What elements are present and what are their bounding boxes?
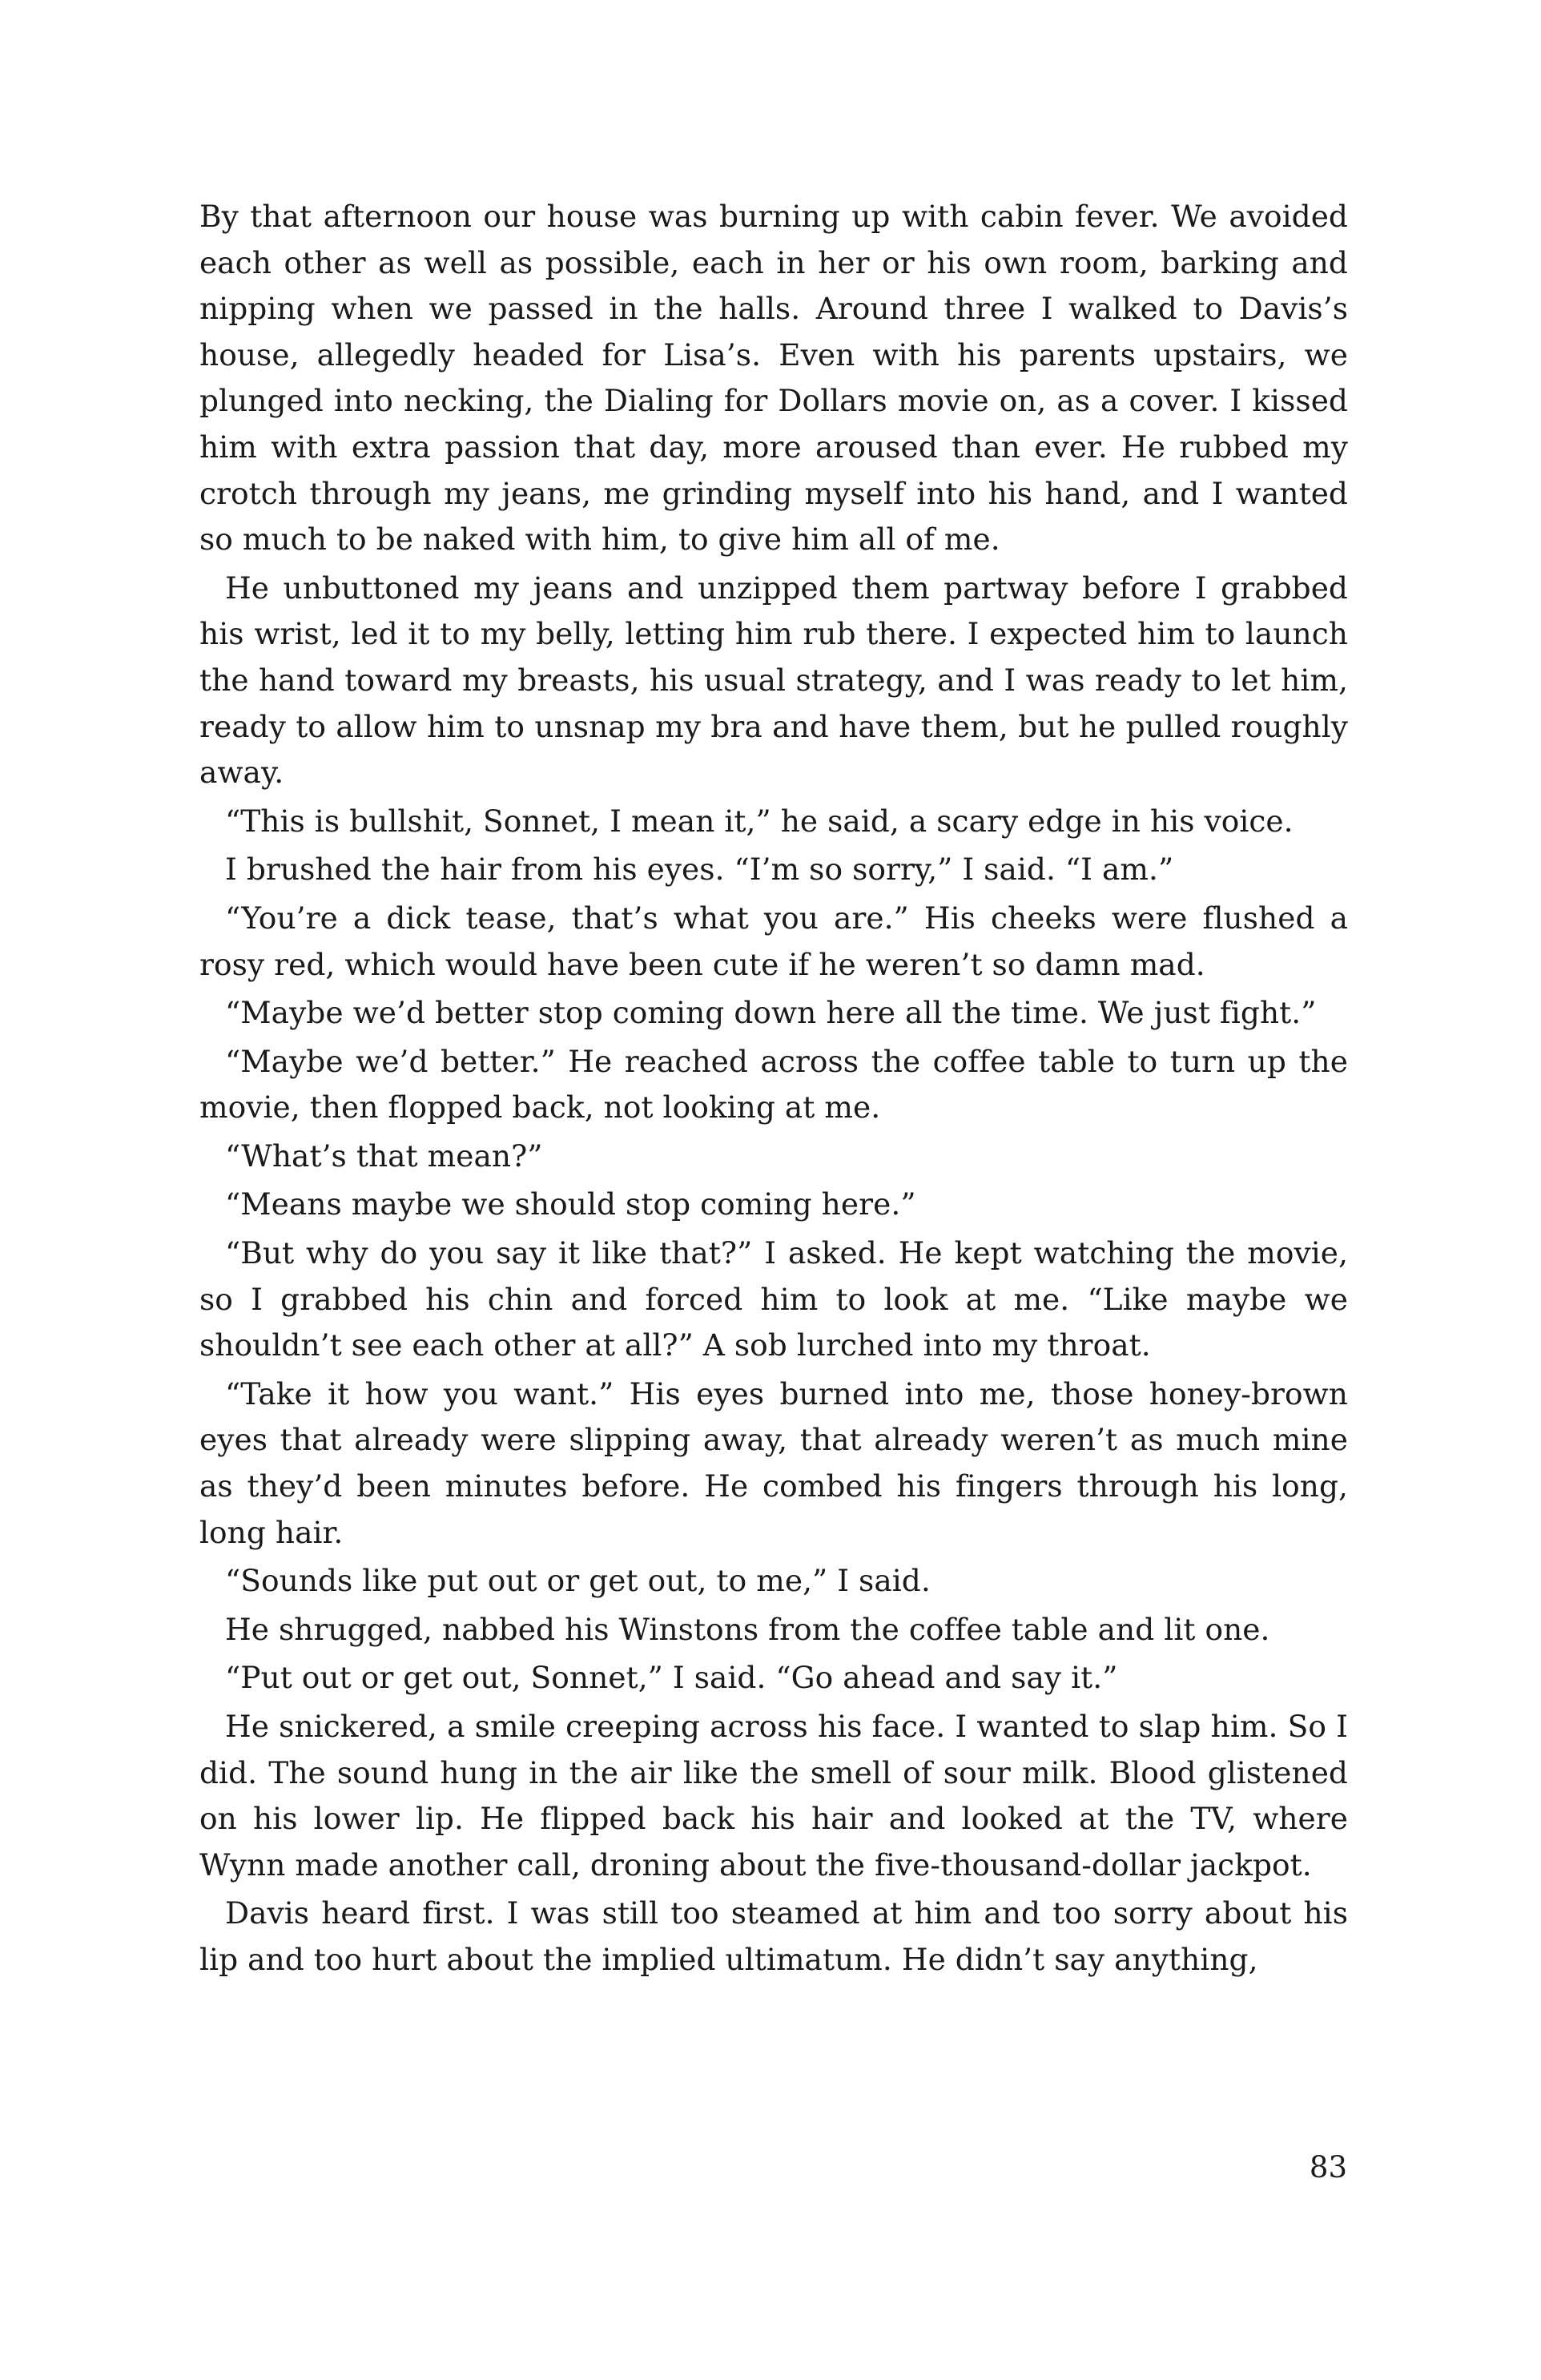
paragraph: “Take it how you want.” His eyes burned into me, those honey-brown eyes that already were slipping away, that already weren’t as much mine as they’d been minutes before. He combed his fingers through his long, long hair. (199, 1375, 1348, 1550)
page-number: 83 (1309, 2150, 1347, 2185)
paragraph: Davis heard first. I was still too steamed at him and too sorry about his lip and too hurt about the implied ultimatum. He didn’t say anything, (199, 1895, 1348, 1977)
paragraph: He unbuttoned my jeans and unzipped them partway before I grabbed his wrist, led it to my belly, letting him rub there. I expected him to launch the hand toward my breasts, his usual strategy, and I was ready to let him, ready to allow him to unsnap my bra and have them, but he pulled roughly away. (199, 570, 1348, 791)
paragraph: “Sounds like put out or get out, to me,” I said. (225, 1563, 931, 1599)
paragraph: “What’s that mean?” (225, 1138, 543, 1174)
paragraph: He snickered, a smile creeping across his face. I wanted to slap him. So I did. The sound hung in the air like the smell of sour milk. Blood glistened on his lower lip. He flipped back his hair and looked at the TV, where Wynn made another call, droning about the five-thousand-dollar jackpot. (199, 1709, 1348, 1883)
paragraph: “You’re a dick tease, that’s what you are.” His cheeks were flushed a rosy red, which would have been cute if he weren’t so damn mad. (199, 900, 1348, 982)
paragraph: “Means maybe we should stop coming here.” (225, 1186, 916, 1222)
paragraph: “But why do you say it like that?” I asked. He kept watching the movie, so I grabbed his chin and forced him to look at me. “Like maybe we shouldn’t see each other at all?” A sob lurched into my throat. (199, 1235, 1348, 1363)
paragraph: “Maybe we’d better stop coming down here all the time. We just fight.” (225, 995, 1317, 1031)
paragraph: “Put out or get out, Sonnet,” I said. “Go ahead and say it.” (225, 1660, 1118, 1696)
paragraph: By that afternoon our house was burning up with cabin fever. We avoided each other as well as possible, each in her or his own room, barking and nipping when we passed in the halls. Around three I walked to Davis’s house, allegedly headed for Lisa’s. Even with his parents upstairs, we plunged into necking, the Dialing for Dollars movie on, as a cover. I kissed him with extra passion that day, more aroused than ever. He rubbed my crotch through my jeans, me grinding myself into his hand, and I wanted so much to be naked with him, to give him all of me. (199, 199, 1348, 558)
paragraph: I brushed the hair from his eyes. “I’m so sorry,” I said. “I am.” (225, 852, 1174, 888)
paragraph: He shrugged, nabbed his Winstons from the coffee table and lit one. (225, 1611, 1270, 1647)
paragraph: “Maybe we’d better.” He reached across the coffee table to turn up the movie, then flopped back, not looking at me. (199, 1043, 1348, 1126)
paragraph: “This is bullshit, Sonnet, I mean it,” he said, a scary edge in his voice. (225, 803, 1294, 839)
page-body (199, 194, 1348, 1986)
